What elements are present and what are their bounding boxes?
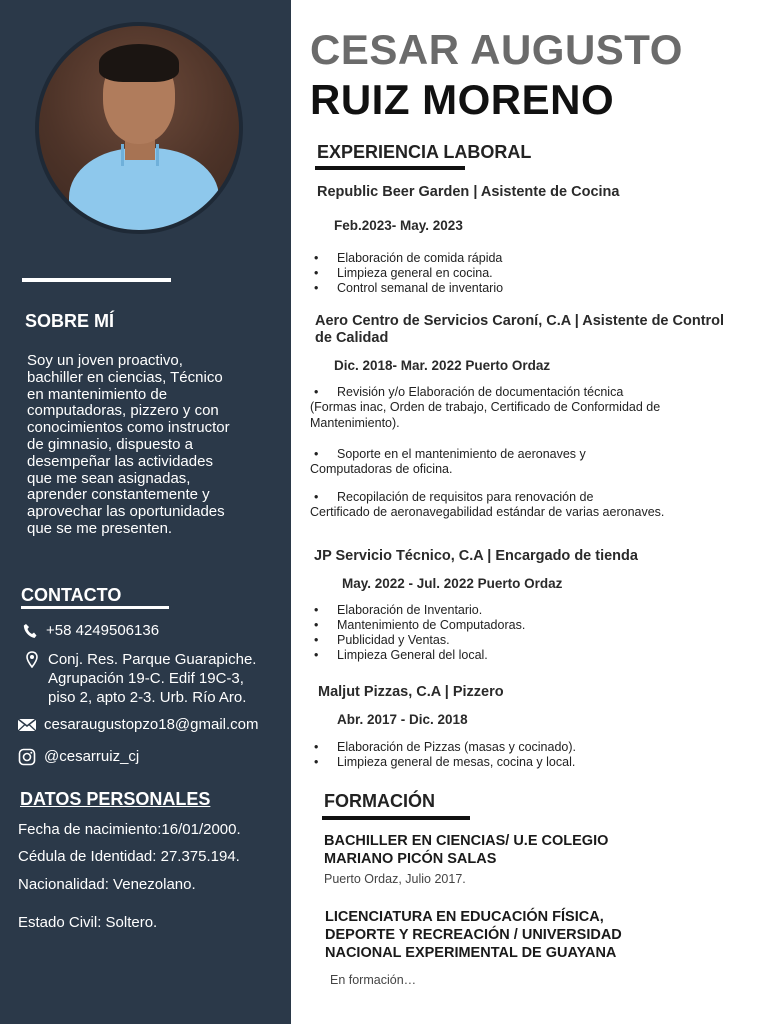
sidebar xyxy=(0,0,291,1024)
instagram-icon xyxy=(16,748,38,766)
profile-photo xyxy=(35,22,243,234)
dato-nacionalidad: Nacionalidad: Venezolano. xyxy=(18,876,196,893)
location-pin-icon xyxy=(22,650,42,668)
instagram-handle: @cesarruiz_cj xyxy=(44,748,140,765)
contact-email[interactable] xyxy=(16,716,259,734)
job-paragraph: • Recopilación de requisitos para renovación de Certificado de aeronavegabilidad estándar de varias aeronaves. xyxy=(310,490,740,520)
phone-number: +58 4249506136 xyxy=(46,622,160,639)
job-bullets xyxy=(310,740,576,770)
job-paragraph: • Soporte en el mantenimiento de aeronaves y Computadoras de oficina. xyxy=(310,447,730,477)
list-item: • Publicidad y Ventas. xyxy=(310,633,525,648)
job-paragraph: • Revisión y/o Elaboración de documentación técnica (Formas inac, Orden de trabajo, Certificado de Conformidad de Mantenimiento). xyxy=(310,385,730,431)
formacion-underline xyxy=(322,816,470,820)
sobre-mi-heading: SOBRE MÍ xyxy=(25,311,115,331)
email-address: cesaraugustopzo18@gmail.com xyxy=(44,716,259,733)
about-text: Soy un joven proactivo, bachiller en ciencias, Técnico en mantenimiento de computadoras, pizzero y con conocimientos como instructor de gimnasio, dispuesto a desempeñar las actividades que me sean asignadas, aprender constantemente y aprovechar las oportunidades que se me presenten. xyxy=(27,352,230,537)
dato-nacimiento: Fecha de nacimiento:16/01/2000. xyxy=(18,821,241,838)
job-bullets xyxy=(310,603,525,663)
education-title: LICENCIATURA EN EDUCACIÓN FÍSICA, DEPORTE Y RECREACIÓN / UNIVERSIDAD NACIONAL EXPERIMENTAL DE GUAYANA xyxy=(325,909,622,961)
experiencia-heading: EXPERIENCIA LABORAL xyxy=(317,142,532,162)
education-title: BACHILLER EN CIENCIAS/ U.E COLEGIO MARIANO PICÓN SALAS xyxy=(324,833,609,867)
name-last: RUIZ MORENO xyxy=(310,76,615,123)
formacion-heading: FORMACIÓN xyxy=(324,791,435,811)
list-item: • Limpieza general en cocina. xyxy=(310,266,503,281)
list-item: • Limpieza general de mesas, cocina y local. xyxy=(310,755,576,770)
job-date: Dic. 2018- Mar. 2022 Puerto Ordaz xyxy=(334,358,551,373)
job-bullets xyxy=(310,251,503,296)
dato-estado-civil: Estado Civil: Soltero. xyxy=(18,914,158,931)
education-subtitle: En formación… xyxy=(330,973,417,987)
job-title: Aero Centro de Servicios Caroní, C.A | Asistente de Control de Calidad xyxy=(315,313,725,346)
job-title: JP Servicio Técnico, C.A | Encargado de tienda xyxy=(314,548,638,564)
datos-personales-heading: DATOS PERSONALES xyxy=(20,789,211,809)
job-title: Republic Beer Garden | Asistente de Cocina xyxy=(317,184,620,200)
envelope-icon xyxy=(16,716,38,734)
list-item: • Elaboración de Inventario. xyxy=(310,603,525,618)
dato-cedula: Cédula de Identidad: 27.375.194. xyxy=(18,848,240,865)
list-item: • Limpieza General del local. xyxy=(310,648,525,663)
contact-instagram[interactable] xyxy=(16,748,139,766)
job-date: Feb.2023- May. 2023 xyxy=(334,218,463,233)
list-item: • Mantenimiento de Computadoras. xyxy=(310,618,525,633)
contacto-heading: CONTACTO xyxy=(21,585,122,605)
job-title: Maljut Pizzas, C.A | Pizzero xyxy=(318,684,504,700)
sidebar-divider xyxy=(22,278,171,282)
contacto-underline xyxy=(21,606,169,609)
list-item: • Elaboración de comida rápida xyxy=(310,251,503,266)
experiencia-underline xyxy=(315,166,465,170)
contact-phone[interactable] xyxy=(20,622,159,640)
job-date: May. 2022 - Jul. 2022 Puerto Ordaz xyxy=(342,576,563,591)
phone-icon xyxy=(20,622,40,640)
job-date: Abr. 2017 - Dic. 2018 xyxy=(337,712,468,727)
contact-address xyxy=(22,650,256,707)
name-first: CESAR AUGUSTO xyxy=(310,26,683,73)
education-subtitle: Puerto Ordaz, Julio 2017. xyxy=(324,872,466,886)
list-item: • Control semanal de inventario xyxy=(310,281,503,296)
address-lines: Conj. Res. Parque Guarapiche. Agrupación 19-C. Edif 19C-3, piso 2, apto 2-3. Urb. Río Aro. xyxy=(48,651,257,706)
list-item: • Elaboración de Pizzas (masas y cocinado). xyxy=(310,740,576,755)
